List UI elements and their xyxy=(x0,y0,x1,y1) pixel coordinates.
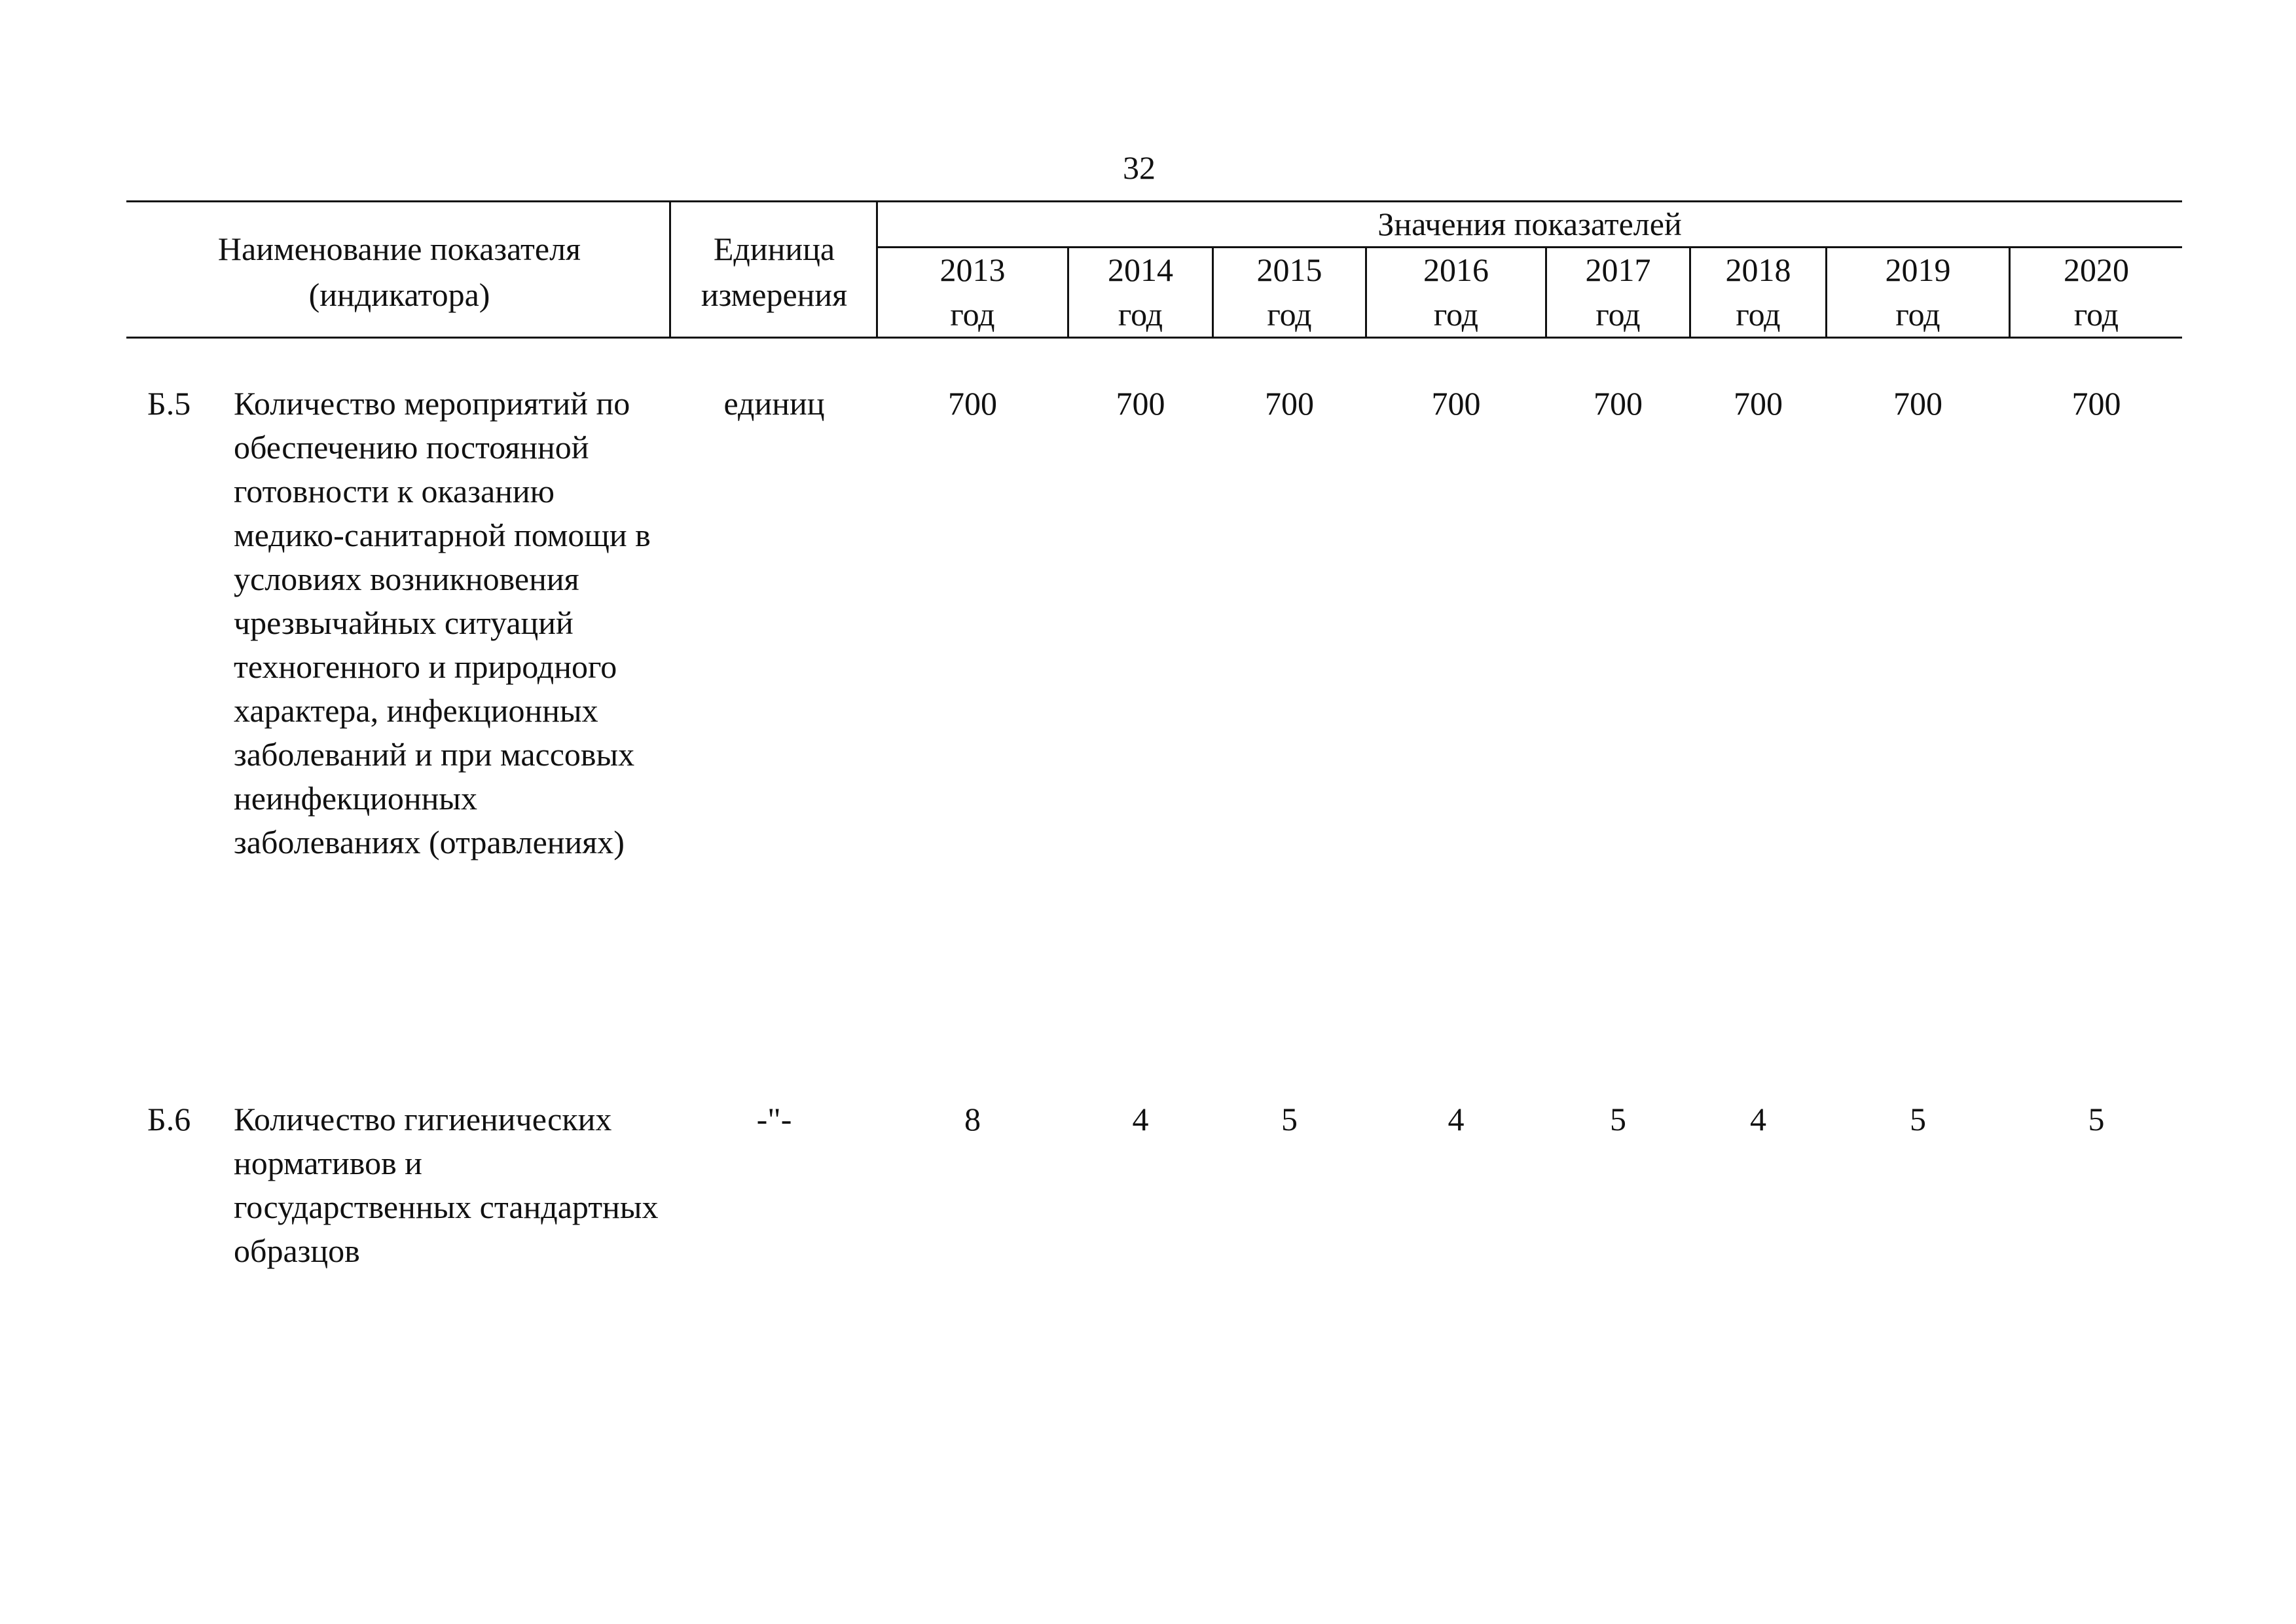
row-value-2017: 700 xyxy=(1594,385,1643,422)
header-year-value: 2015 xyxy=(1256,251,1322,288)
header-year-value: 2017 xyxy=(1585,251,1651,288)
row-unit: -"- xyxy=(756,1101,792,1137)
row-value-2018: 4 xyxy=(1750,1101,1766,1137)
row-value-2016: 4 xyxy=(1448,1101,1465,1137)
header-name-column: Наименование показателя (индикатора) xyxy=(217,231,581,313)
header-year-2016 xyxy=(1367,248,1545,337)
header-year-2018 xyxy=(1691,248,1825,337)
row-value-2019: 5 xyxy=(1910,1101,1926,1137)
row-value-2019: 700 xyxy=(1893,385,1942,422)
header-year-suffix: год xyxy=(950,296,995,333)
header-year-2013 xyxy=(878,248,1067,337)
row-unit: единиц xyxy=(723,385,825,422)
row-code: Б.5 xyxy=(147,385,191,422)
header-year-2017 xyxy=(1547,248,1689,337)
page-number: 32 xyxy=(1123,149,1156,186)
header-values-group: Значения показателей xyxy=(1377,206,1682,242)
header-year-suffix: год xyxy=(2073,296,2119,333)
row-value-2015: 700 xyxy=(1265,385,1314,422)
row-value-2018: 700 xyxy=(1734,385,1783,422)
header-year-suffix: год xyxy=(1433,296,1479,333)
row-value-2020: 5 xyxy=(2088,1101,2105,1137)
row-value-2013: 8 xyxy=(964,1101,981,1137)
header-year-2019 xyxy=(1827,248,2009,337)
header-year-suffix: год xyxy=(1118,296,1163,333)
row-indicator-name: Количество мероприятий по обеспечению постоянной готовности к оказанию медико-санитарной помощи в условиях возникновения чрезвычайных ситуаций техногенного и природного характера, инфекционных заболеваний и при массовых неинфекционных заболеваниях (отравлениях) xyxy=(234,385,651,860)
row-value-2020: 700 xyxy=(2071,385,2121,422)
row-value-2013: 700 xyxy=(948,385,997,422)
header-year-suffix: год xyxy=(1736,296,1781,333)
header-year-value: 2016 xyxy=(1423,251,1489,288)
col-divider-name-unit xyxy=(669,200,671,339)
row-value-2015: 5 xyxy=(1281,1101,1298,1137)
header-year-2015 xyxy=(1214,248,1365,337)
row-code: Б.6 xyxy=(147,1101,191,1137)
header-year-value: 2018 xyxy=(1725,251,1791,288)
header-year-value: 2019 xyxy=(1885,251,1951,288)
row-value-2016: 700 xyxy=(1431,385,1481,422)
header-year-suffix: год xyxy=(1267,296,1312,333)
header-year-value: 2013 xyxy=(939,251,1006,288)
row-value-2017: 5 xyxy=(1610,1101,1626,1137)
row-value-2014: 4 xyxy=(1132,1101,1149,1137)
header-year-value: 2020 xyxy=(2064,251,2129,288)
row-value-2014: 700 xyxy=(1116,385,1165,422)
header-bottom-rule xyxy=(126,337,2182,339)
header-year-2020 xyxy=(2011,248,2182,337)
header-year-suffix: год xyxy=(1895,296,1941,333)
row-indicator-name: Количество гигиенических нормативов и государственных стандартных образцов xyxy=(234,1101,659,1269)
header-unit-column: Единица измерения xyxy=(701,231,848,313)
header-year-2014 xyxy=(1069,248,1212,337)
header-year-value: 2014 xyxy=(1108,251,1173,288)
header-year-suffix: год xyxy=(1595,296,1641,333)
